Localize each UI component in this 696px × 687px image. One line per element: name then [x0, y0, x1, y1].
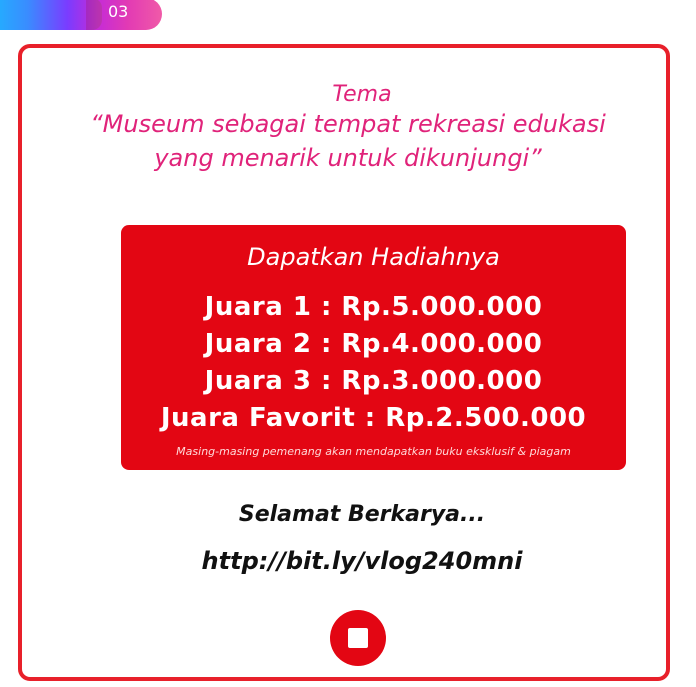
prize-item-3: Juara 3 : Rp.3.000.000	[204, 366, 543, 396]
registration-link[interactable]: http://bit.ly/vlog240mni	[201, 547, 523, 575]
prize-item-favorite: Juara Favorit : Rp.2.500.000	[160, 403, 587, 433]
theme-label: Tema	[332, 82, 392, 107]
stop-button[interactable]	[330, 610, 386, 666]
closing-text: Selamat Berkarya...	[238, 502, 486, 527]
prize-box	[121, 225, 626, 470]
theme-line-2: yang menarik untuk dikunjungi”	[154, 144, 542, 172]
page-number-tab	[0, 0, 162, 30]
prize-item-1: Juara 1 : Rp.5.000.000	[204, 292, 543, 322]
prize-note: Masing-masing pemenang akan mendapatkan buku eksklusif & piagam	[176, 445, 571, 458]
theme-heading	[0, 82, 696, 175]
prize-list	[121, 289, 626, 437]
prize-item-2: Juara 2 : Rp.4.000.000	[204, 329, 543, 359]
tab-notch	[86, 0, 102, 30]
theme-line-1: “Museum sebagai tempat rekreasi edukasi	[90, 110, 606, 138]
page-number: 03	[108, 2, 129, 21]
prize-title: Dapatkan Hadiahnya	[247, 243, 500, 271]
stop-icon	[348, 628, 368, 648]
